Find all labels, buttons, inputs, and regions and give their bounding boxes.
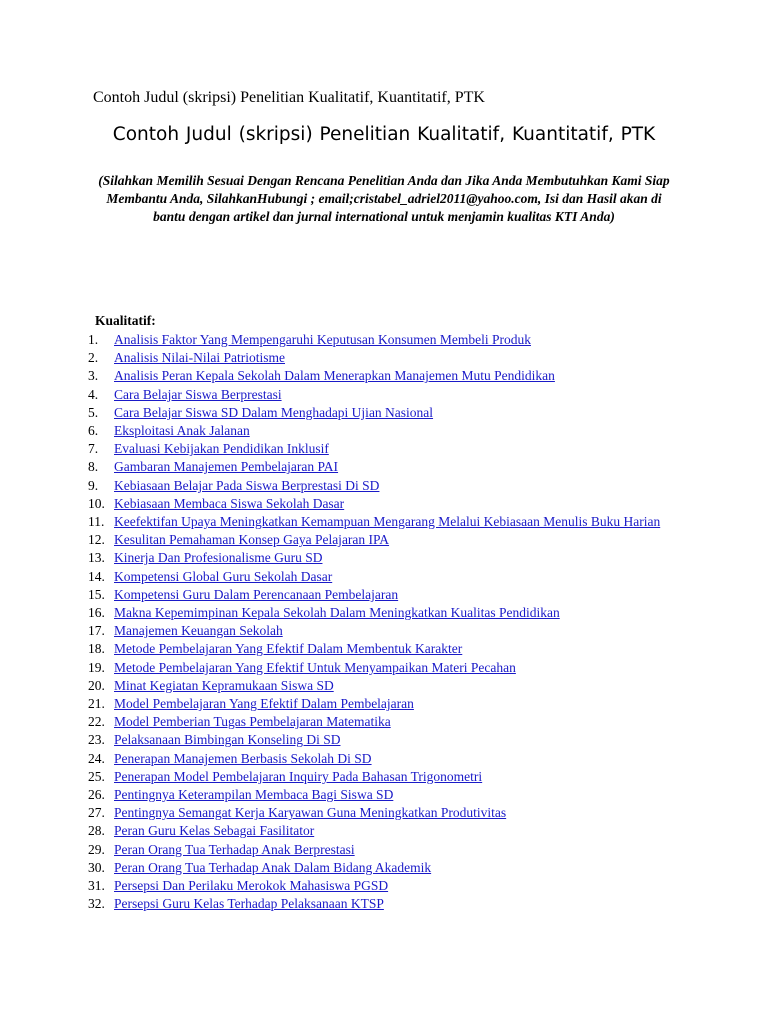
list-item xyxy=(0,804,768,822)
document-heading: Contoh Judul (skripsi) Penelitian Kualitatif, Kuantitatif, PTK xyxy=(93,89,485,106)
list-item-number: 25. xyxy=(88,768,105,784)
list-item-number: 27. xyxy=(88,805,105,821)
list-item xyxy=(0,367,768,385)
list-item-link[interactable]: Eksploitasi Anak Jalanan xyxy=(114,423,250,439)
list-item-number: 8. xyxy=(88,459,99,475)
list-item-number: 11. xyxy=(88,514,105,530)
list-item xyxy=(0,786,768,804)
list-item-link[interactable]: Penerapan Model Pembelajaran Inquiry Pada Bahasan Trigonometri xyxy=(114,768,483,784)
list-item-link[interactable]: Model Pemberian Tugas Pembelajaran Matematika xyxy=(114,714,391,730)
list-item-link[interactable]: Metode Pembelajaran Yang Efektif Dalam Membentuk Karakter xyxy=(114,641,463,657)
list-item-number: 14. xyxy=(88,568,105,584)
list-item-link[interactable]: Makna Kepemimpinan Kepala Sekolah Dalam Meningkatkan Kualitas Pendidikan xyxy=(114,605,560,621)
section-label-kualitatif: Kualitatif: xyxy=(95,313,156,328)
list-item xyxy=(0,768,768,786)
list-item xyxy=(0,440,768,458)
list-item-number: 9. xyxy=(88,477,99,493)
list-item xyxy=(0,531,768,549)
list-item-link[interactable]: Kinerja Dan Profesionalisme Guru SD xyxy=(114,550,323,566)
list-item-number: 24. xyxy=(88,750,105,766)
list-item-link[interactable]: Keefektifan Upaya Meningkatkan Kemampuan Mengarang Melalui Kebiasaan Menulis Buku Harian xyxy=(114,514,661,530)
list-item-link[interactable]: Metode Pembelajaran Yang Efektif Untuk Menyampaikan Materi Pecahan xyxy=(114,659,516,675)
list-item-link[interactable]: Pentingnya Keterampilan Membaca Bagi Siswa SD xyxy=(114,787,394,803)
list-item xyxy=(0,640,768,658)
list-item-link[interactable]: Kompetensi Guru Dalam Perencanaan Pembelajaran xyxy=(114,586,399,602)
list-item-number: 31. xyxy=(88,878,105,894)
list-item-number: 7. xyxy=(88,441,99,457)
list-item-number: 21. xyxy=(88,696,105,712)
list-item xyxy=(0,422,768,440)
list-item xyxy=(0,659,768,677)
list-item xyxy=(0,586,768,604)
list-item-link[interactable]: Manajemen Keuangan Sekolah xyxy=(114,623,283,639)
list-item-link[interactable]: Kompetensi Global Guru Sekolah Dasar xyxy=(114,568,333,584)
list-item-link[interactable]: Minat Kegiatan Kepramukaan Siswa SD xyxy=(114,677,334,693)
list-item-link[interactable]: Peran Orang Tua Terhadap Anak Berprestasi xyxy=(114,841,355,857)
list-item xyxy=(0,895,768,913)
list-item-number: 13. xyxy=(88,550,105,566)
list-item-number: 28. xyxy=(88,823,105,839)
list-item xyxy=(0,859,768,877)
list-item-link[interactable]: Cara Belajar Siswa SD Dalam Menghadapi Ujian Nasional xyxy=(114,404,434,420)
list-item xyxy=(0,750,768,768)
document-subtitle: (Silahkan Memilih Sesuai Dengan Rencana Penelitian Anda dan Jika Anda Membutuhkan Kami Siap Membantu Anda, SilahkanHubungi ; email;cristabel_adriel2011@yahoo.com, Isi dan Hasil akan di bantu dengan artikel dan jurnal international untuk menjamin kualitas KTI Anda) xyxy=(98,173,670,224)
list-item-number: 3. xyxy=(88,368,99,384)
list-item-link[interactable]: Analisis Nilai-Nilai Patriotisme xyxy=(114,350,285,366)
list-item-link[interactable]: Model Pembelajaran Yang Efektif Dalam Pembelajaran xyxy=(114,696,414,712)
list-item-number: 15. xyxy=(88,586,105,602)
list-item-number: 12. xyxy=(88,532,105,548)
list-item-link[interactable]: Kebiasaan Belajar Pada Siswa Berprestasi Di SD xyxy=(114,477,380,493)
list-item-number: 32. xyxy=(88,896,105,912)
list-item xyxy=(0,349,768,367)
list-item-number: 4. xyxy=(88,386,99,402)
list-item-link[interactable]: Persepsi Guru Kelas Terhadap Pelaksanaan KTSP xyxy=(114,896,384,912)
list-item-number: 10. xyxy=(88,495,105,511)
list-item xyxy=(0,877,768,895)
list-item xyxy=(0,713,768,731)
title-list xyxy=(0,331,768,914)
list-item-link[interactable]: Pelaksanaan Bimbingan Konseling Di SD xyxy=(114,732,341,748)
list-item-number: 2. xyxy=(88,350,99,366)
list-item-link[interactable]: Kesulitan Pemahaman Konsep Gaya Pelajaran IPA xyxy=(114,532,390,548)
list-item-number: 17. xyxy=(88,623,105,639)
list-item-link[interactable]: Evaluasi Kebijakan Pendidikan Inklusif xyxy=(114,441,329,457)
list-item-number: 29. xyxy=(88,841,105,857)
list-item-number: 26. xyxy=(88,787,105,803)
list-item xyxy=(0,695,768,713)
list-item xyxy=(0,495,768,513)
list-item-link[interactable]: Gambaran Manajemen Pembelajaran PAI xyxy=(114,459,339,475)
list-item-number: 22. xyxy=(88,714,105,730)
list-item-number: 1. xyxy=(88,332,99,347)
list-item-link[interactable]: Analisis Peran Kepala Sekolah Dalam Menerapkan Manajemen Mutu Pendidikan xyxy=(114,368,555,384)
list-item xyxy=(0,404,768,422)
list-item-number: 5. xyxy=(88,404,99,420)
list-item xyxy=(0,513,768,531)
list-item xyxy=(0,458,768,476)
list-item-number: 6. xyxy=(88,423,99,439)
list-item-link[interactable]: Cara Belajar Siswa Berprestasi xyxy=(114,386,282,402)
list-item xyxy=(0,604,768,622)
list-item xyxy=(0,477,768,495)
list-item xyxy=(0,677,768,695)
list-item-link[interactable]: Peran Guru Kelas Sebagai Fasilitator xyxy=(114,823,315,839)
list-item xyxy=(0,822,768,840)
list-item-number: 30. xyxy=(88,859,105,875)
list-item xyxy=(0,331,768,349)
list-item-link[interactable]: Analisis Faktor Yang Mempengaruhi Keputusan Konsumen Membeli Produk xyxy=(114,332,531,347)
list-item-link[interactable]: Kebiasaan Membaca Siswa Sekolah Dasar xyxy=(114,495,345,511)
list-item-number: 23. xyxy=(88,732,105,748)
list-item-link[interactable]: Peran Orang Tua Terhadap Anak Dalam Bidang Akademik xyxy=(114,859,432,875)
list-item xyxy=(0,731,768,749)
list-item xyxy=(0,549,768,567)
list-item-number: 19. xyxy=(88,659,105,675)
list-item-number: 20. xyxy=(88,677,105,693)
list-item xyxy=(0,386,768,404)
list-item-link[interactable]: Penerapan Manajemen Berbasis Sekolah Di SD xyxy=(114,750,372,766)
list-item xyxy=(0,568,768,586)
list-item-number: 18. xyxy=(88,641,105,657)
list-item xyxy=(0,622,768,640)
list-item-number: 16. xyxy=(88,605,105,621)
document-title: Contoh Judul (skripsi) Penelitian Kualitatif, Kuantitatif, PTK xyxy=(112,124,656,145)
list-item-link[interactable]: Persepsi Dan Perilaku Merokok Mahasiswa PGSD xyxy=(114,878,389,894)
list-item xyxy=(0,841,768,859)
list-item-link[interactable]: Pentingnya Semangat Kerja Karyawan Guna Meningkatkan Produtivitas xyxy=(114,805,507,821)
